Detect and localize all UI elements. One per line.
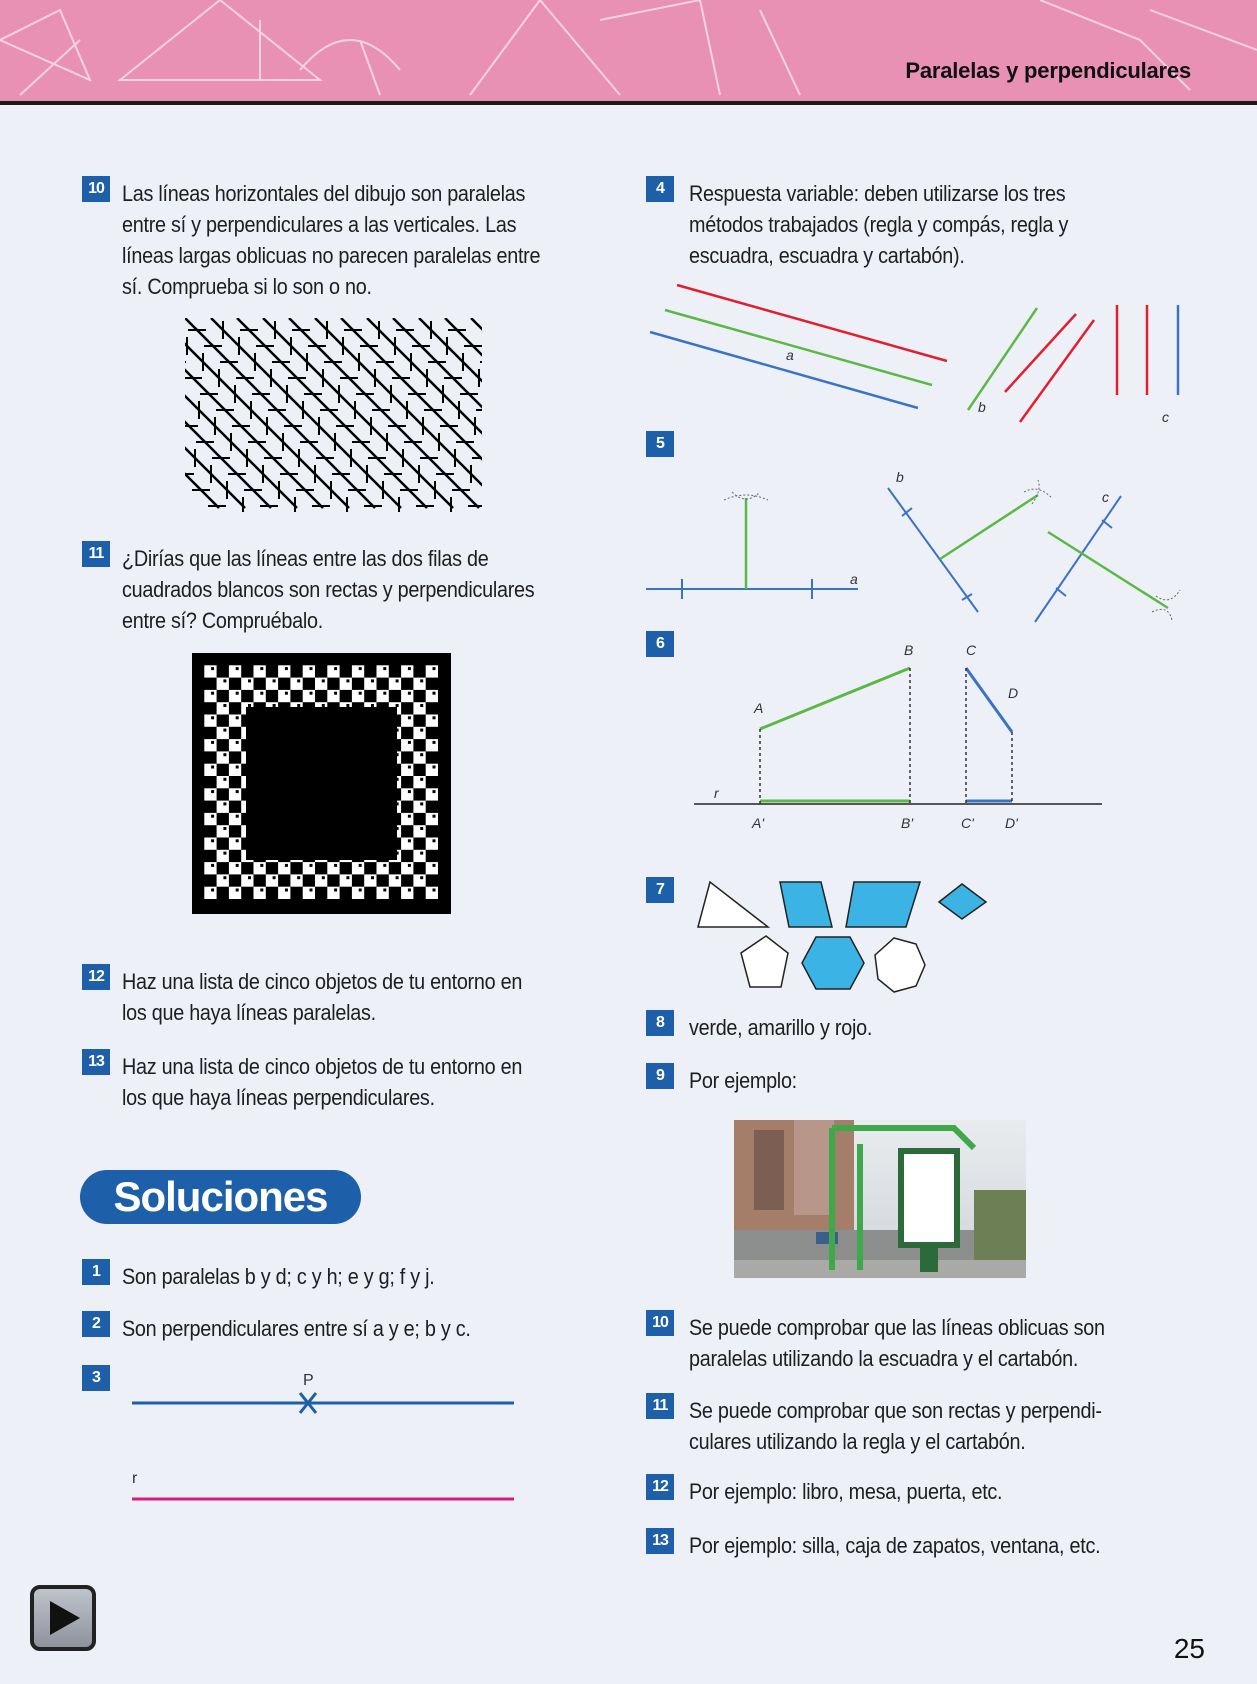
checker-dot <box>285 864 288 867</box>
checker-square <box>377 887 389 899</box>
checker-dot <box>273 876 276 879</box>
checker-dot <box>408 766 411 769</box>
checker-square <box>413 825 425 837</box>
checker-dot <box>248 876 251 879</box>
checker-dot <box>420 802 423 805</box>
checker-square <box>204 887 216 899</box>
checker-square <box>204 665 216 677</box>
checker-dot <box>273 704 276 707</box>
solution-10-text: Se puede comprobar que las líneas oblicuas son paralelas utilizando la escuadra y el cartabón. <box>689 1315 1105 1371</box>
checker-dot <box>285 667 288 670</box>
checker-dot <box>260 864 263 867</box>
checker-square <box>303 665 315 677</box>
checker-square <box>426 838 438 850</box>
solution-12-text: Por ejemplo: libro, mesa, puerta, etc. <box>689 1479 1003 1504</box>
checker-square <box>401 739 413 751</box>
play-button[interactable] <box>30 1585 96 1651</box>
checker-square <box>217 776 229 788</box>
geometry-decoration <box>0 0 1257 101</box>
checker-dot <box>383 889 386 892</box>
solution-6-figure <box>680 640 1120 840</box>
checker-dot <box>408 864 411 867</box>
header-divider <box>0 101 1257 105</box>
checker-square <box>278 690 290 702</box>
solution-11-number: 11 <box>646 1393 674 1419</box>
checker-dot <box>236 889 239 892</box>
checker-square <box>290 678 302 690</box>
checker-square <box>327 862 339 874</box>
checker-square <box>377 862 389 874</box>
checker-square <box>352 665 364 677</box>
checker-dot <box>236 790 239 793</box>
checker-dot <box>211 766 214 769</box>
solution-5-number: 5 <box>646 431 674 457</box>
checker-dot <box>236 766 239 769</box>
solution-1-number: 1 <box>82 1259 110 1285</box>
checker-dot <box>420 729 423 732</box>
checker-dot <box>260 889 263 892</box>
checker-square <box>340 678 352 690</box>
checker-square <box>204 838 216 850</box>
checker-dot <box>236 741 239 744</box>
checker-square <box>229 764 241 776</box>
checker-dot <box>383 864 386 867</box>
zollner-illusion <box>185 318 482 512</box>
solution-1-text: Son paralelas b y d; c y h; e y g; f y j. <box>122 1264 435 1289</box>
solution-2-text: Son perpendiculares entre sí a y e; b y c. <box>122 1316 471 1341</box>
checker-square <box>217 727 229 739</box>
solution-9-number: 9 <box>646 1063 674 1089</box>
checker-dot <box>334 864 337 867</box>
page-number: 25 <box>1173 1633 1205 1664</box>
checker-square <box>352 862 364 874</box>
checker-dot <box>223 753 226 756</box>
checker-dot <box>248 704 251 707</box>
checker-square <box>229 862 241 874</box>
checker-dot <box>433 716 436 719</box>
checker-square <box>303 887 315 899</box>
label-B: B <box>904 642 914 658</box>
checker-dot <box>260 667 263 670</box>
checker-dot <box>408 790 411 793</box>
exercise-13-text: Haz una lista de cinco objetos de tu entorno en los que haya líneas perpendiculares. <box>122 1054 523 1110</box>
checker-square <box>303 862 315 874</box>
checker-dot <box>359 692 362 695</box>
checker-dot <box>383 692 386 695</box>
checker-dot <box>322 679 325 682</box>
checker-square <box>266 874 278 886</box>
checker-square <box>401 715 413 727</box>
exercise-13-number: 13 <box>82 1049 110 1075</box>
checker-square <box>241 678 253 690</box>
checker-dot <box>433 815 436 818</box>
checker-square <box>426 764 438 776</box>
checker-square <box>229 739 241 751</box>
exercise-11-text: ¿Dirías que las líneas entre las dos filas de cuadrados blancos son rectas y perpendiculares entre sí? Compruébalo. <box>122 546 535 633</box>
checker-dot <box>420 704 423 707</box>
checker-dot <box>285 889 288 892</box>
checker-square <box>401 838 413 850</box>
checker-square <box>229 665 241 677</box>
checker-dot <box>297 876 300 879</box>
solution-11-text: Se puede comprobar que son rectas y perpendi- culares utilizando la regla y el cartabón. <box>689 1398 1102 1454</box>
checker-dot <box>273 679 276 682</box>
label-b: b <box>896 470 904 485</box>
checker-dot <box>334 692 337 695</box>
solution-3-figure <box>120 1365 540 1505</box>
checker-square <box>217 702 229 714</box>
checker-square <box>413 727 425 739</box>
checker-square <box>327 887 339 899</box>
checker-dot <box>408 839 411 842</box>
checker-dot <box>236 839 239 842</box>
solution-10-number: 10 <box>646 1310 674 1336</box>
checker-square <box>229 788 241 800</box>
checker-square <box>426 788 438 800</box>
checker-dot <box>383 667 386 670</box>
checker-dot <box>211 790 214 793</box>
checker-dot <box>211 889 214 892</box>
checker-dot <box>260 692 263 695</box>
checker-square <box>340 874 352 886</box>
exercise-10-text: Las líneas horizontales del dibujo son paralelas entre sí y perpendiculares a las verticales. Las líneas largas oblicuas no parecen paralelas entre sí. Comprueba si lo son o no. <box>122 181 541 299</box>
checker-dot <box>346 876 349 879</box>
solution-6-number: 6 <box>646 631 674 657</box>
checker-dot <box>310 692 313 695</box>
solution-5-figure <box>640 470 1200 630</box>
checker-dot <box>371 876 374 879</box>
checker-dot <box>285 692 288 695</box>
page-title: Paralelas y perpendiculares <box>905 58 1191 83</box>
checker-dot <box>420 778 423 781</box>
play-icon <box>46 1599 84 1637</box>
checker-square <box>315 678 327 690</box>
checker-square <box>278 862 290 874</box>
checker-square <box>327 665 339 677</box>
checker-dot <box>420 852 423 855</box>
checker-square <box>389 678 401 690</box>
checker-dot <box>433 692 436 695</box>
checker-dot <box>223 778 226 781</box>
checker-dot <box>371 679 374 682</box>
checker-square <box>204 715 216 727</box>
checker-dot <box>334 889 337 892</box>
checker-square <box>229 887 241 899</box>
label-r: r <box>714 785 719 801</box>
checker-square <box>401 813 413 825</box>
checker-dot <box>223 704 226 707</box>
checker-square <box>229 838 241 850</box>
checker-square <box>364 874 376 886</box>
checker-dot <box>223 802 226 805</box>
checker-square <box>204 813 216 825</box>
checker-square <box>229 813 241 825</box>
checker-dot <box>310 889 313 892</box>
checker-square <box>426 665 438 677</box>
checker-square <box>413 850 425 862</box>
checker-square <box>266 678 278 690</box>
checker-square <box>352 887 364 899</box>
checker-dot <box>433 667 436 670</box>
checker-square <box>426 739 438 751</box>
checker-dot <box>236 692 239 695</box>
checker-dot <box>420 876 423 879</box>
checker-square <box>217 678 229 690</box>
checker-square <box>413 874 425 886</box>
checker-dot <box>310 667 313 670</box>
checker-dot <box>359 889 362 892</box>
checker-dot <box>223 876 226 879</box>
checker-dot <box>322 704 325 707</box>
checker-dot <box>420 753 423 756</box>
page-header <box>0 0 1257 101</box>
checker-square <box>401 665 413 677</box>
solution-4-number: 4 <box>646 176 674 202</box>
checker-dot <box>248 679 251 682</box>
checker-dot <box>408 815 411 818</box>
checker-dot <box>310 864 313 867</box>
label-A-prime: A' <box>752 815 765 831</box>
checker-dot <box>433 766 436 769</box>
checker-square <box>254 887 266 899</box>
checker-square <box>303 690 315 702</box>
checker-square <box>217 825 229 837</box>
checker-square <box>241 874 253 886</box>
checker-square <box>204 764 216 776</box>
checker-dot <box>408 889 411 892</box>
checker-square <box>413 801 425 813</box>
checker-dot <box>371 704 374 707</box>
checker-dot <box>346 679 349 682</box>
checker-square <box>217 801 229 813</box>
solution-12-number: 12 <box>646 1474 674 1500</box>
checker-square <box>315 874 327 886</box>
checker-dot <box>211 692 214 695</box>
checker-dot <box>236 864 239 867</box>
label-D-prime: D' <box>1005 815 1018 831</box>
checker-square <box>426 690 438 702</box>
solution-8-number: 8 <box>646 1010 674 1036</box>
checker-dot <box>396 679 399 682</box>
solution-4-figure <box>640 270 1200 430</box>
checker-square <box>254 665 266 677</box>
checker-dot <box>211 667 214 670</box>
label-D: D <box>1008 685 1019 701</box>
solution-7-number: 7 <box>646 877 674 903</box>
checker-square <box>254 862 266 874</box>
checker-square <box>401 862 413 874</box>
checker-dot <box>211 864 214 867</box>
label-A: A <box>754 700 764 716</box>
solution-7-figure <box>690 875 1010 995</box>
checker-square <box>401 788 413 800</box>
checker-square <box>217 850 229 862</box>
checker-dot <box>297 679 300 682</box>
checker-dot <box>408 692 411 695</box>
checker-dot <box>396 876 399 879</box>
checker-dot <box>433 839 436 842</box>
solution-9-text: Por ejemplo: <box>689 1068 797 1093</box>
checker-dot <box>297 704 300 707</box>
checkerboard-illusion <box>192 653 451 914</box>
solution-2-number: 2 <box>82 1311 110 1337</box>
checker-square <box>204 862 216 874</box>
checker-square <box>426 813 438 825</box>
checker-square <box>352 690 364 702</box>
label-r: r <box>132 1470 138 1487</box>
checker-square <box>327 690 339 702</box>
checker-square <box>426 862 438 874</box>
exercise-12-number: 12 <box>82 964 110 990</box>
checker-dot <box>433 889 436 892</box>
checker-dot <box>211 716 214 719</box>
checker-square <box>278 665 290 677</box>
checker-square <box>229 715 241 727</box>
checker-dot <box>420 679 423 682</box>
label-p: P <box>303 1372 314 1389</box>
solution-4-text: Respuesta variable: deben utilizarse los tres métodos trabajados (regla y compás, regla y escuadra, escuadra y cartabón). <box>689 181 1069 268</box>
checker-dot <box>236 815 239 818</box>
checker-dot <box>408 716 411 719</box>
checker-dot <box>359 864 362 867</box>
checker-square <box>401 764 413 776</box>
checker-dot <box>236 716 239 719</box>
checker-dot <box>396 704 399 707</box>
label-B-prime: B' <box>901 815 914 831</box>
label-c: c <box>1162 409 1169 425</box>
checker-dot <box>322 876 325 879</box>
checker-dot <box>408 667 411 670</box>
label-b: b <box>978 399 986 415</box>
checker-dot <box>211 815 214 818</box>
bus-stop-photo <box>734 1120 1026 1278</box>
checker-square <box>413 678 425 690</box>
solution-13-text: Por ejemplo: silla, caja de zapatos, ventana, etc. <box>689 1533 1101 1558</box>
checker-square <box>377 690 389 702</box>
checker-square <box>413 776 425 788</box>
exercise-12-text: Haz una lista de cinco objetos de tu entorno en los que haya líneas paralelas. <box>122 969 523 1025</box>
solutions-heading: Soluciones <box>80 1170 361 1224</box>
solution-3-number: 3 <box>82 1365 110 1391</box>
checker-dot <box>408 741 411 744</box>
checker-dot <box>211 839 214 842</box>
checker-square <box>290 874 302 886</box>
checker-square <box>278 887 290 899</box>
checker-square <box>364 678 376 690</box>
checker-dot <box>433 790 436 793</box>
label-a: a <box>786 347 794 363</box>
checker-square <box>204 739 216 751</box>
checker-dot <box>346 704 349 707</box>
checker-square <box>413 702 425 714</box>
checker-square <box>401 690 413 702</box>
checker-square <box>229 690 241 702</box>
checker-dot <box>223 852 226 855</box>
solution-8-text: verde, amarillo y rojo. <box>689 1015 873 1040</box>
checker-dot <box>433 864 436 867</box>
checker-square <box>254 690 266 702</box>
checker-dot <box>223 827 226 830</box>
checker-square <box>217 874 229 886</box>
checker-square <box>426 887 438 899</box>
checker-square <box>204 788 216 800</box>
checker-square <box>389 874 401 886</box>
checker-dot <box>433 741 436 744</box>
label-C: C <box>966 642 977 658</box>
checker-dot <box>420 827 423 830</box>
checker-square <box>413 751 425 763</box>
checker-dot <box>359 667 362 670</box>
checker-square <box>217 751 229 763</box>
checker-square <box>426 715 438 727</box>
checker-dot <box>236 667 239 670</box>
checker-dot <box>211 741 214 744</box>
checker-dot <box>334 667 337 670</box>
label-C-prime: C' <box>961 815 974 831</box>
checker-square <box>204 690 216 702</box>
exercise-10-number: 10 <box>82 176 110 202</box>
checker-dot <box>223 679 226 682</box>
exercise-11-number: 11 <box>82 541 110 567</box>
checker-square <box>377 665 389 677</box>
solution-13-number: 13 <box>646 1528 674 1554</box>
label-c: c <box>1102 489 1109 505</box>
checker-square <box>401 887 413 899</box>
checker-dot <box>223 729 226 732</box>
label-a: a <box>850 571 858 587</box>
